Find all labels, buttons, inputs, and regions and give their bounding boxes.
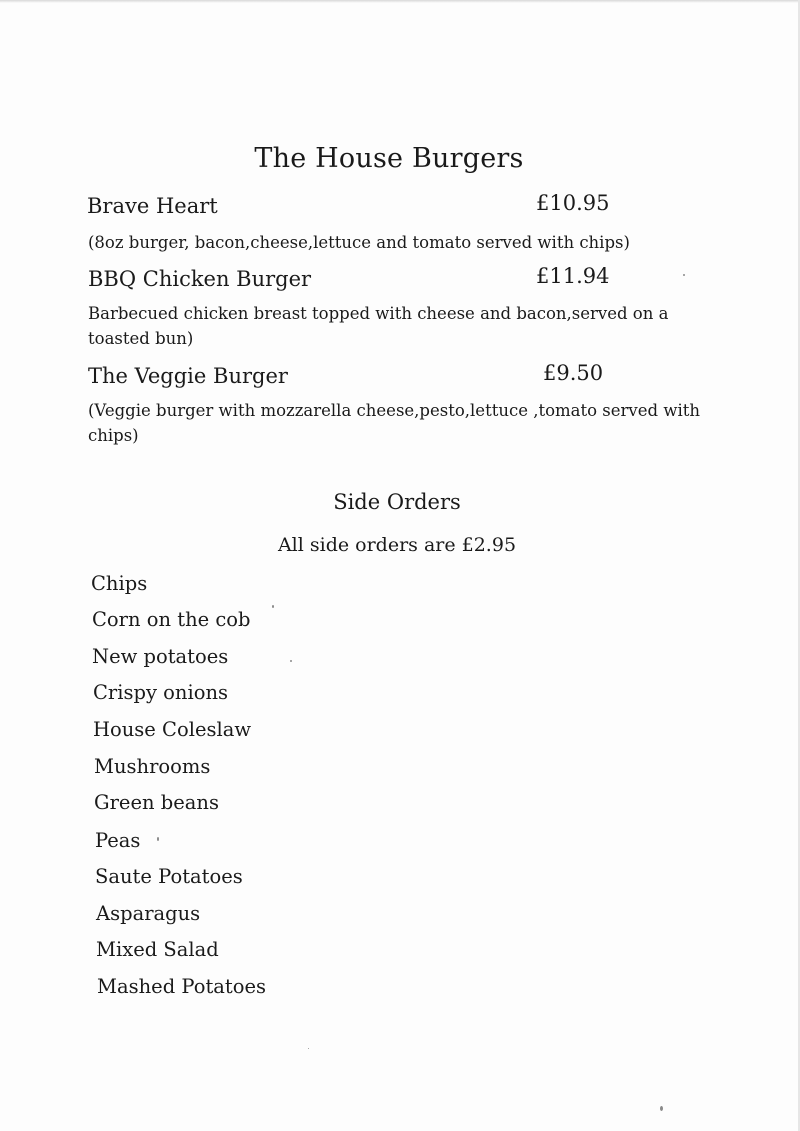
burger-name-brave-heart: Brave Heart bbox=[87, 194, 218, 218]
list-item: Mixed Salad bbox=[96, 938, 219, 961]
side-orders-title: Side Orders bbox=[333, 490, 461, 514]
list-item: Saute Potatoes bbox=[95, 865, 243, 888]
burger-description-brave-heart: (8oz burger, bacon,cheese,lettuce and tomato served with chips) bbox=[88, 233, 630, 252]
list-item: House Coleslaw bbox=[93, 718, 252, 741]
list-item: Mashed Potatoes bbox=[97, 975, 267, 998]
scan-edge-top bbox=[0, 0, 800, 3]
page-title: The House Burgers bbox=[254, 143, 524, 174]
list-item: Crispy onions bbox=[93, 681, 229, 704]
side-orders-subtitle: All side orders are £2.95 bbox=[277, 534, 517, 556]
scan-speck bbox=[157, 837, 159, 841]
list-item: Green beans bbox=[94, 791, 219, 814]
scan-speck bbox=[660, 1106, 663, 1111]
burger-name-veggie: The Veggie Burger bbox=[88, 364, 288, 388]
burger-description-bbq-chicken: Barbecued chicken breast topped with cheese and bacon,served on a toasted bun) bbox=[88, 304, 669, 348]
list-item: Corn on the cob bbox=[92, 608, 251, 631]
burger-price-brave-heart: £10.95 bbox=[536, 191, 610, 215]
scan-speck bbox=[272, 605, 274, 608]
scan-speck bbox=[308, 1048, 309, 1049]
burger-description-veggie: (Veggie burger with mozzarella cheese,pesto,lettuce ,tomato served with chips) bbox=[88, 401, 700, 445]
scan-speck bbox=[290, 660, 292, 662]
list-item: Chips bbox=[91, 572, 148, 595]
burger-price-bbq-chicken: £11.94 bbox=[536, 264, 610, 288]
list-item: Asparagus bbox=[96, 902, 201, 925]
list-item: Mushrooms bbox=[94, 755, 211, 778]
scan-speck bbox=[683, 274, 685, 276]
burger-name-bbq-chicken: BBQ Chicken Burger bbox=[88, 267, 312, 291]
burger-price-veggie: £9.50 bbox=[543, 361, 604, 385]
list-item: New potatoes bbox=[92, 645, 229, 668]
list-item: Peas bbox=[95, 829, 141, 852]
